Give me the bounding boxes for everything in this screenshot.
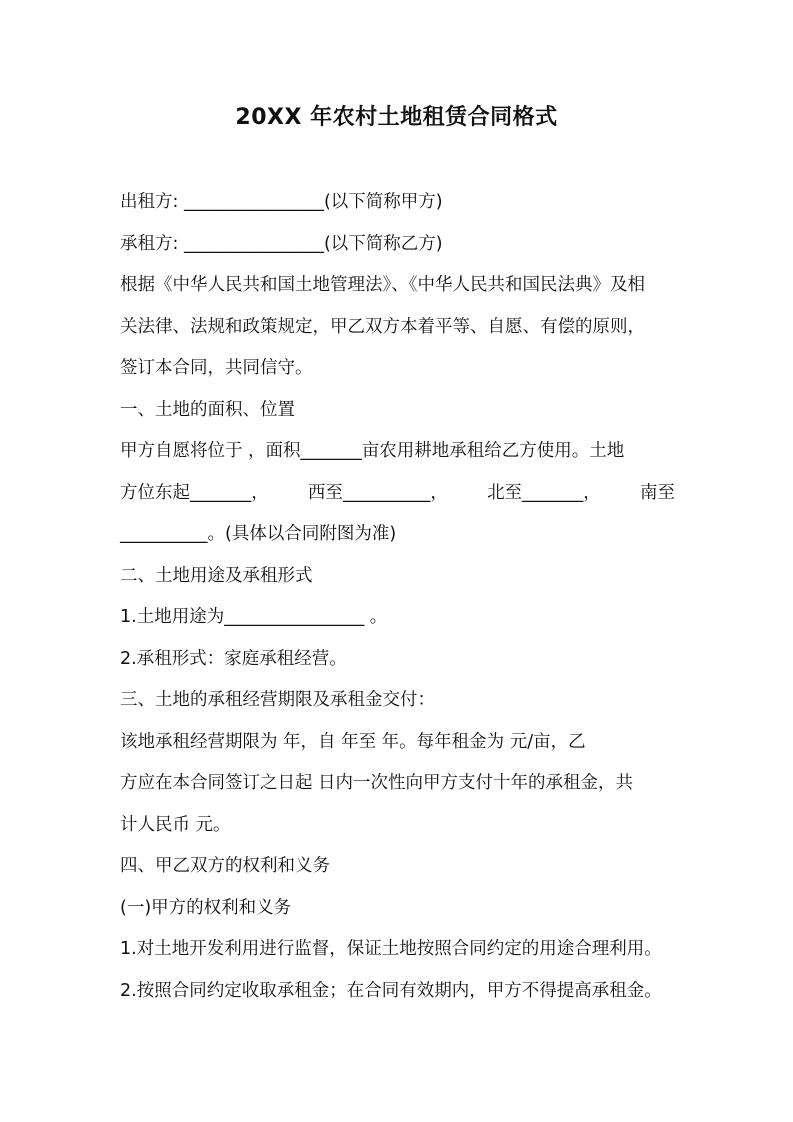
document-title: 20XX 年农村土地租赁合同格式 — [235, 105, 558, 130]
boundary-south: 南至 — [639, 482, 675, 503]
document-body — [120, 182, 675, 1012]
section-3-line-1: 该地承租经营期限为 年，自 年至 年。每年租金为 元/亩，乙 — [120, 731, 586, 752]
lessor-line: 出租方: ________________(以下简称甲方) — [120, 192, 443, 212]
section-1-heading: 一、土地的面积、位置 — [120, 399, 295, 420]
section-1-line-2 — [120, 473, 675, 515]
section-3-line-3: 计人民币 元。 — [120, 814, 231, 835]
lessee-line: 承租方: ________________(以下简称乙方) — [120, 233, 443, 254]
preamble-line-2: 关法律、法规和政策规定，甲乙双方本着平等、自愿、有偿的原则， — [120, 316, 645, 337]
section-3-line-2: 方应在本合同签订之日起 日内一次性向甲方支付十年的承租金，共 — [120, 773, 634, 793]
land-use-line: 1.土地用途为________________ 。 — [120, 607, 388, 627]
clause-a-2: 2.按照合同约定收取承租金；在合同有效期内，甲方不得提高承租金。 — [120, 980, 662, 1001]
clause-a-1: 1.对土地开发利用进行监督，保证土地按照合同约定的用途合理利用。 — [120, 939, 662, 959]
lease-form-line: 2.承租形式：家庭承租经营。 — [120, 648, 347, 669]
section-3-heading: 三、土地的承租经营期限及承租金交付： — [120, 690, 435, 710]
preamble-line-1: 根据《中华人民共和国土地管理法》、《中华人民共和国民法典》及相 — [120, 275, 645, 295]
section-2-heading: 二、土地用途及承租形式 — [120, 565, 313, 586]
boundary-east: 方位东起_______， — [120, 482, 269, 503]
boundary-west: 西至__________， — [307, 482, 448, 503]
section-1-line-1: 甲方自愿将位于 ，面积_______亩农用耕地承租给乙方使用。土地 — [120, 441, 625, 461]
preamble-line-3: 签订本合同，共同信守。 — [120, 358, 313, 378]
section-4-heading: 四、甲乙双方的权利和义务 — [120, 856, 330, 876]
subsection-a-heading: (一)甲方的权利和义务 — [120, 897, 292, 918]
section-1-line-3: __________。(具体以合同附图为准) — [120, 524, 397, 544]
boundary-north: 北至_______， — [487, 482, 601, 503]
